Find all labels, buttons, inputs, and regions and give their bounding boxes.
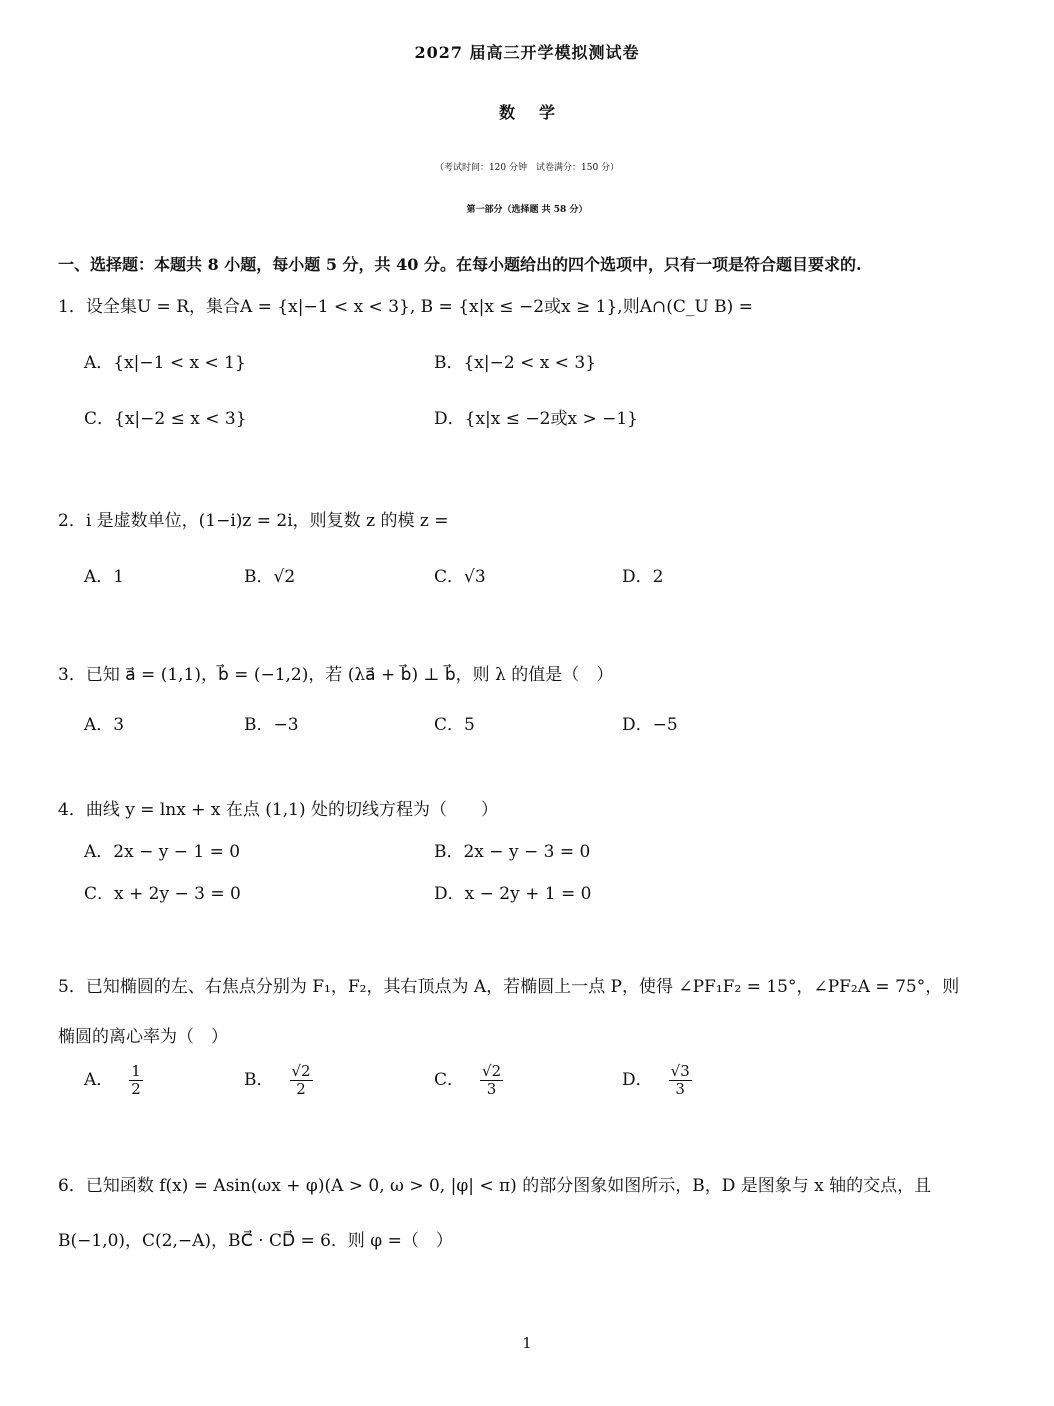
question-3-option-d: D．−5 <box>622 715 678 735</box>
option-label: B． <box>244 1069 274 1090</box>
part-heading: 第一部分（选择题 共 58 分） <box>466 205 588 215</box>
question-3-stem: 3．已知 a⃗ = (1,1)，b⃗ = (−1,2)，若 (λa⃗ + b⃗) ⊥ b⃗，则 λ 的值是（ ） <box>58 665 614 685</box>
fraction <box>669 1063 692 1097</box>
question-4-stem: 4．曲线 y = lnx + x 在点 (1,1) 处的切线方程为（ ） <box>58 800 498 820</box>
question-1-option-c: C．{x|−2 ≤ x < 3} <box>84 409 247 429</box>
question-3-option-c: C．5 <box>434 715 475 735</box>
question-5-stem-line-1: 5．已知椭圆的左、右焦点分别为 F₁，F₂，其右顶点为 A，若椭圆上一点 P，使得 ∠PF₁F₂ = 15°，∠PF₂A = 75°，则 <box>58 977 960 997</box>
subject-title: 数学 <box>498 103 579 122</box>
denominator: 2 <box>131 1079 141 1098</box>
question-1-option-d: D．{x|x ≤ −2或x > −1} <box>434 409 638 429</box>
question-1-stem: 1．设全集U = R，集合A = {x|−1 < x < 3}, B = {x|x ≤ −2或x ≥ 1},则A∩(C_U B) = <box>58 297 753 317</box>
denominator: 2 <box>296 1079 306 1098</box>
denominator: 3 <box>486 1079 497 1098</box>
question-2-option-d: D．2 <box>622 567 664 587</box>
fraction <box>480 1063 503 1097</box>
question-4-option-d: D．x − 2y + 1 = 0 <box>434 884 592 904</box>
numerator: √2 <box>482 1062 502 1080</box>
numerator: √2 <box>291 1062 311 1080</box>
question-4-option-a: A．2x − y − 1 = 0 <box>84 842 241 862</box>
exam-title: 2027 届高三开学模拟测试卷 <box>414 43 640 62</box>
numerator: √3 <box>670 1062 690 1080</box>
option-label: D． <box>622 1069 653 1090</box>
fraction <box>129 1063 143 1097</box>
fraction <box>290 1063 313 1097</box>
page-number: 1 <box>522 1334 532 1352</box>
section-heading: 一、选择题：本题共 8 小题，每小题 5 分，共 40 分。在每小题给出的四个选项中，只有一项是符合题目要求的. <box>58 255 862 274</box>
question-2-option-a: A．1 <box>84 567 125 587</box>
question-1-option-a: A．{x|−1 < x < 1} <box>84 353 246 373</box>
exam-meta: （考试时间：120 分钟 试卷满分：150 分） <box>434 163 620 173</box>
question-3-option-b: B．−3 <box>244 715 299 735</box>
question-5-option-b <box>244 1063 313 1097</box>
question-4-option-c: C．x + 2y − 3 = 0 <box>84 884 241 904</box>
question-2-stem: 2．i 是虚数单位，(1−i)z = 2i，则复数 z 的模 z = <box>58 511 449 531</box>
question-6-stem-line-1: 6．已知函数 f(x) = Asin(ωx + φ)(A > 0, ω > 0, |φ| < π) 的部分图象如图所示，B，D 是图象与 x 轴的交点，且 <box>58 1176 932 1196</box>
denominator: 3 <box>675 1079 685 1098</box>
option-label: A． <box>84 1069 114 1090</box>
question-5-option-a <box>84 1063 143 1097</box>
question-3-option-a: A．3 <box>84 715 125 735</box>
numerator: 1 <box>131 1062 141 1080</box>
question-5-stem-line-2: 椭圆的离心率为（ ） <box>58 1027 228 1047</box>
question-2-option-b: B．√2 <box>244 567 296 587</box>
question-5-option-c <box>434 1063 503 1097</box>
question-5-option-d <box>622 1063 692 1097</box>
question-2-option-c: C．√3 <box>434 567 486 587</box>
question-6-stem-line-2: B(−1,0)，C(2,−A)，BC⃗ · CD⃗ = 6．则 φ =（ ） <box>58 1231 453 1251</box>
question-4-option-b: B．2x − y − 3 = 0 <box>434 842 591 862</box>
question-1-option-b: B．{x|−2 < x < 3} <box>434 353 597 373</box>
option-label: C． <box>434 1069 465 1090</box>
